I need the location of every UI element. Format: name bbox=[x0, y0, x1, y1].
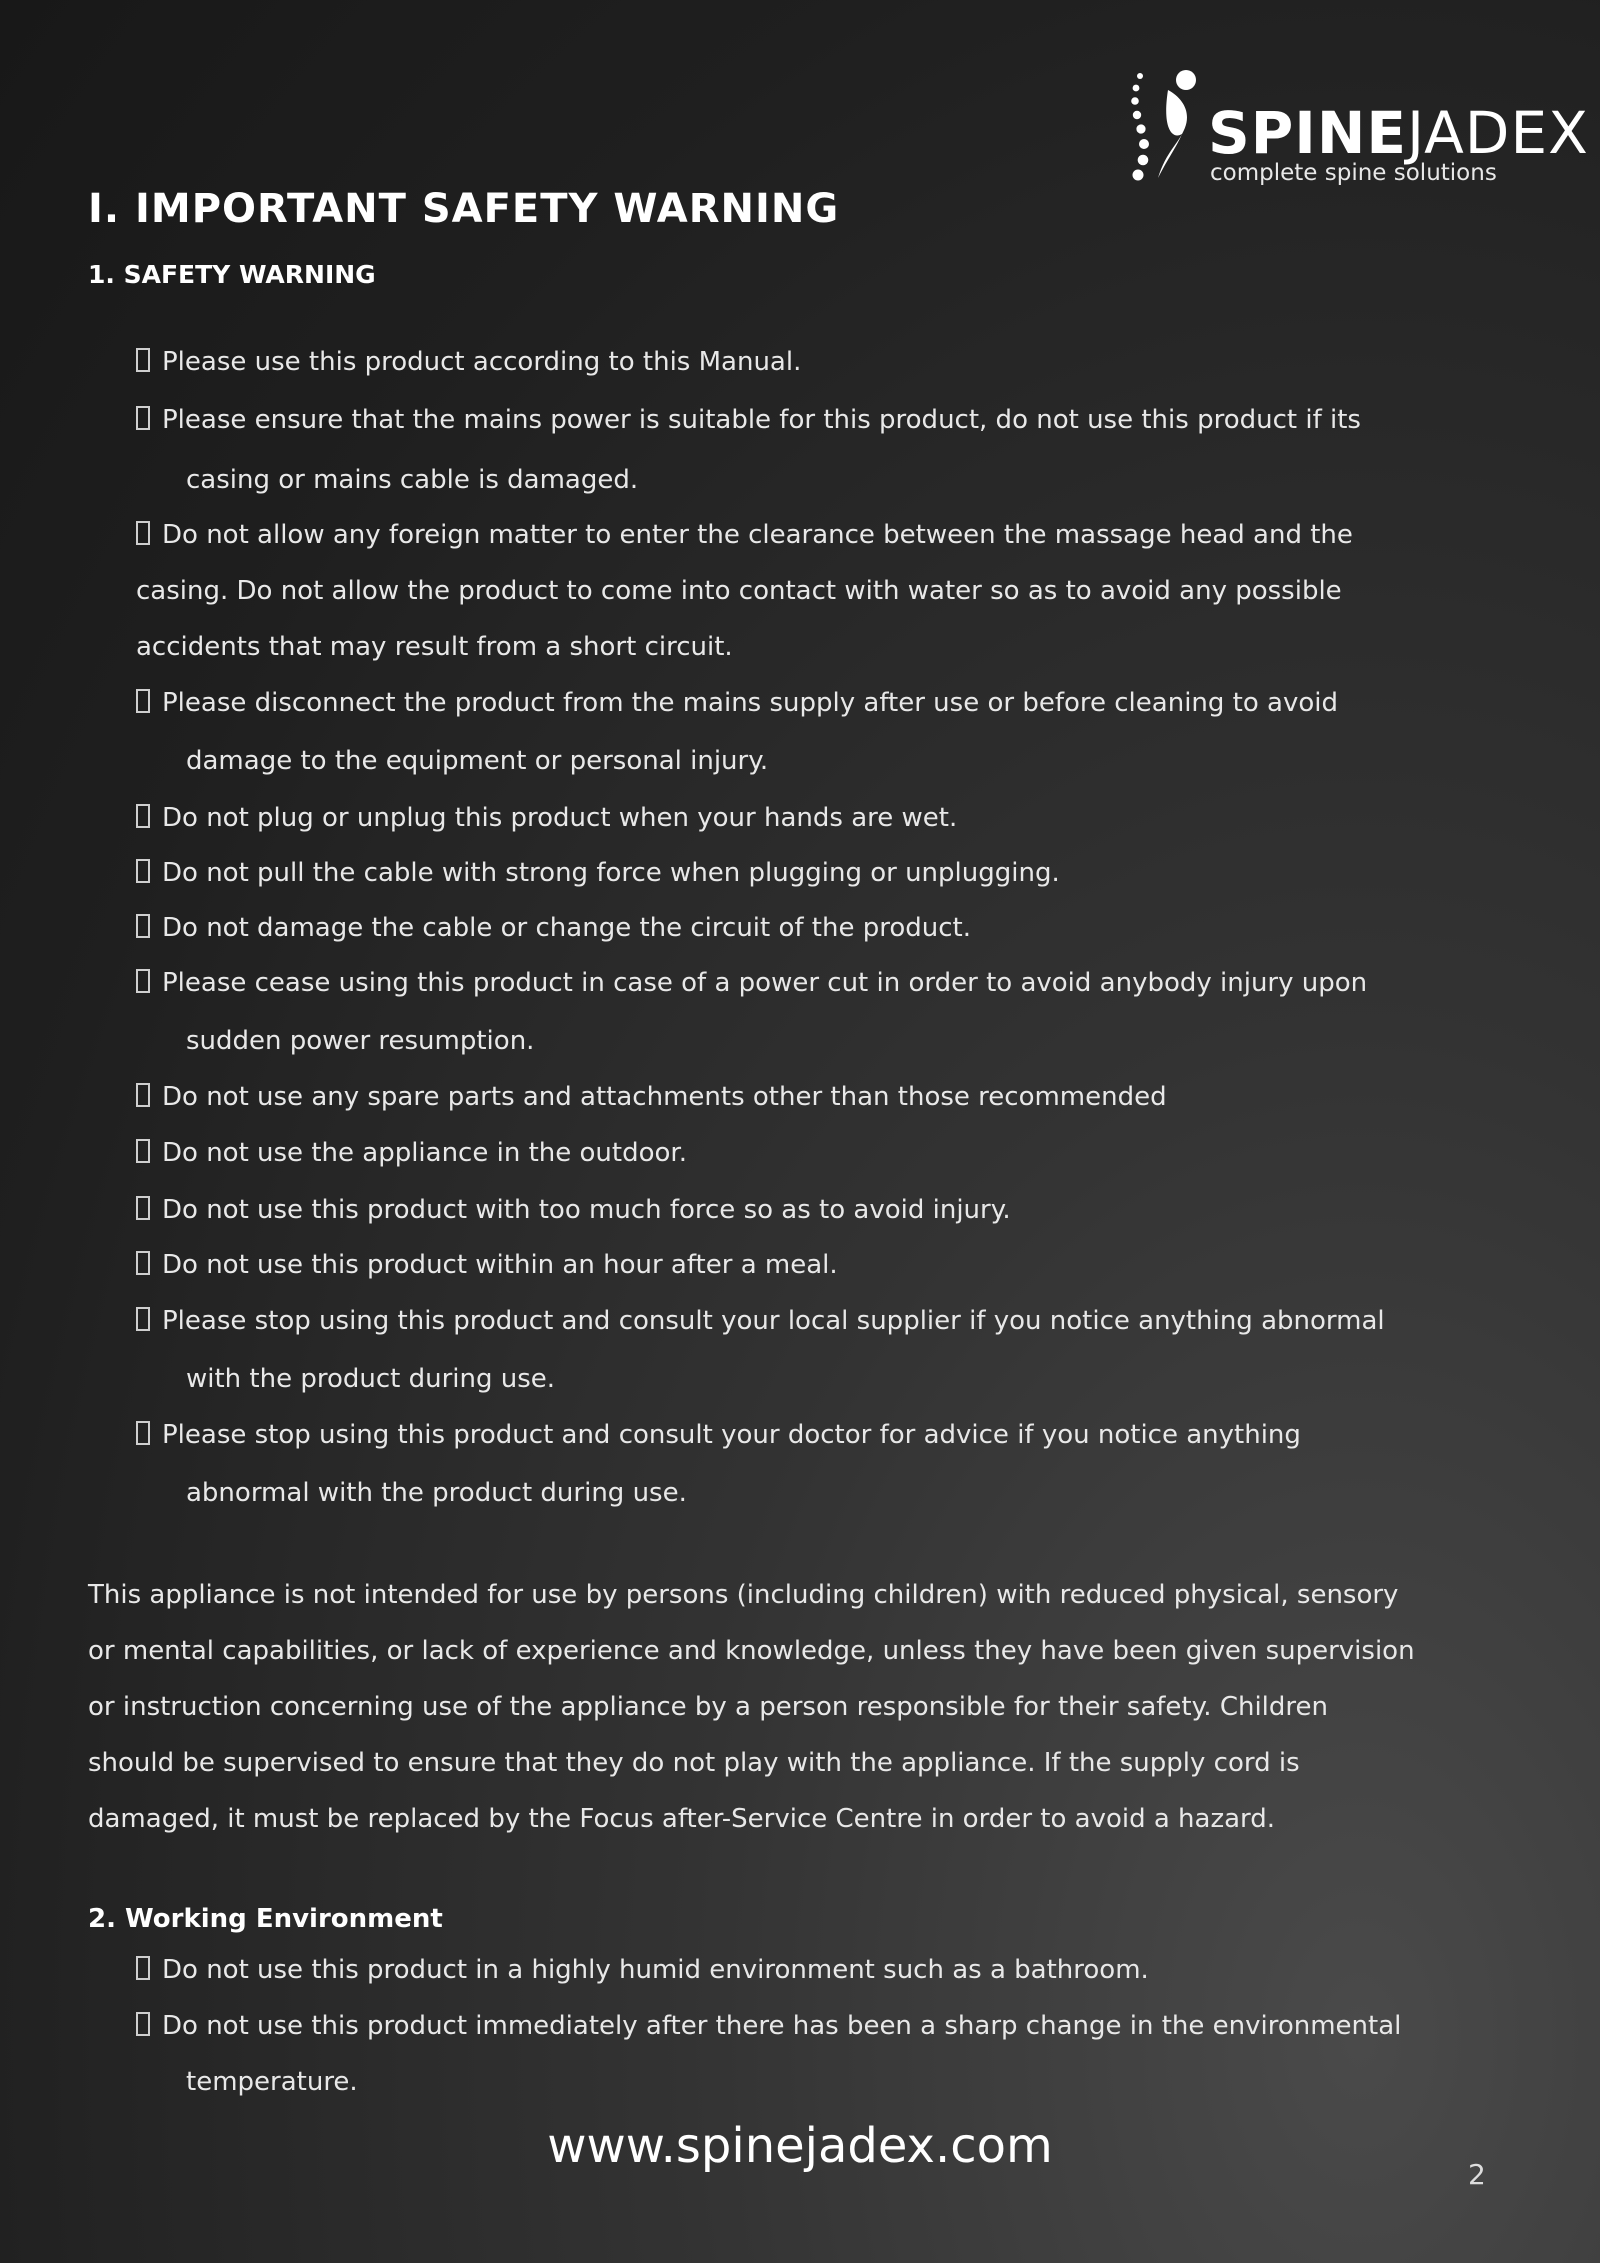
paragraph-line: or mental capabilities, or lack of experience and knowledge, unless they have been given supervision bbox=[88, 1636, 1415, 1666]
safety-warning-item-continuation bbox=[186, 746, 768, 776]
environment-item-text: Do not use this product immediately after there has been a sharp change in the environmental bbox=[162, 2011, 1402, 2041]
safety-warning-item-text: Do not allow any foreign matter to enter the clearance between the massage head and the bbox=[162, 520, 1353, 550]
safety-warning-item bbox=[136, 1250, 838, 1280]
environment-item bbox=[136, 1955, 1149, 1985]
brand-name-light: JADEX bbox=[1407, 99, 1589, 167]
environment-item-text: Do not use this product in a highly humid environment such as a bathroom. bbox=[162, 1955, 1149, 1985]
safety-warning-item bbox=[136, 405, 1361, 435]
safety-warning-item-continuation bbox=[186, 1478, 687, 1508]
safety-warning-item-text: casing. Do not allow the product to come into contact with water so as to avoid any possible bbox=[136, 576, 1342, 606]
bullet-box-icon bbox=[136, 914, 150, 938]
section-heading-environment: 2. Working Environment bbox=[88, 1904, 443, 1934]
safety-warning-item-text: Please disconnect the product from the mains supply after use or before cleaning to avoid bbox=[162, 688, 1338, 718]
safety-warning-item bbox=[136, 1195, 1011, 1225]
bullet-box-icon bbox=[136, 1307, 150, 1331]
safety-warning-item bbox=[136, 347, 801, 377]
safety-warning-item-text: Do not use this product within an hour after a meal. bbox=[162, 1250, 838, 1280]
safety-warning-item-text: damage to the equipment or personal injury. bbox=[186, 746, 769, 776]
safety-warning-item bbox=[136, 688, 1338, 718]
bullet-box-icon bbox=[136, 1251, 150, 1275]
bullet-box-icon bbox=[136, 689, 150, 713]
environment-item-text: temperature. bbox=[186, 2067, 358, 2097]
safety-warning-item-text: Please use this product according to this Manual. bbox=[162, 347, 802, 377]
safety-warning-item-text: Do not pull the cable with strong force when plugging or unplugging. bbox=[162, 858, 1060, 888]
paragraph-line: This appliance is not intended for use by persons (including children) with reduced physical, sensory bbox=[88, 1580, 1399, 1610]
safety-warning-item-text: Please ensure that the mains power is suitable for this product, do not use this product if its bbox=[162, 405, 1361, 435]
bullet-box-icon bbox=[136, 1083, 150, 1107]
brand-logo bbox=[1128, 68, 1589, 188]
safety-warning-item-text: with the product during use. bbox=[186, 1364, 556, 1394]
safety-warning-item bbox=[136, 520, 1353, 550]
safety-warning-item bbox=[136, 803, 957, 833]
website-url: www.spinejadex.com bbox=[547, 2118, 1053, 2174]
brand-name bbox=[1208, 99, 1589, 167]
safety-warning-item-text: Do not use any spare parts and attachments other than those recommended bbox=[162, 1082, 1167, 1112]
bullet-box-icon bbox=[136, 1956, 150, 1980]
bullet-box-icon bbox=[136, 969, 150, 993]
spine-figure-icon bbox=[1128, 68, 1198, 188]
bullet-box-icon bbox=[136, 1196, 150, 1220]
bullet-box-icon bbox=[136, 406, 150, 430]
safety-warning-item bbox=[136, 1138, 687, 1168]
paragraph-line: should be supervised to ensure that they do not play with the appliance. If the supply cord is bbox=[88, 1748, 1300, 1778]
paragraph-line: damaged, it must be replaced by the Focus after-Service Centre in order to avoid a hazard. bbox=[88, 1804, 1276, 1834]
paragraph-line: or instruction concerning use of the appliance by a person responsible for their safety. Children bbox=[88, 1692, 1329, 1722]
safety-warning-item bbox=[136, 913, 971, 943]
safety-warning-item-text: Do not use the appliance in the outdoor. bbox=[162, 1138, 687, 1168]
safety-warning-item-text: casing or mains cable is damaged. bbox=[186, 465, 639, 495]
safety-warning-item bbox=[136, 1082, 1167, 1112]
safety-warning-item bbox=[136, 968, 1367, 998]
safety-warning-item-text: accidents that may result from a short circuit. bbox=[136, 632, 733, 662]
environment-item bbox=[136, 2011, 1401, 2041]
safety-warning-item-continuation bbox=[136, 632, 733, 662]
brand-name-bold: SPINE bbox=[1208, 99, 1408, 167]
safety-warning-item-continuation bbox=[186, 1364, 555, 1394]
safety-warning-item-text: Please stop using this product and consult your doctor for advice if you notice anything bbox=[162, 1420, 1301, 1450]
bullet-box-icon bbox=[136, 859, 150, 883]
bullet-box-icon bbox=[136, 1139, 150, 1163]
safety-warning-item-text: Please stop using this product and consult your local supplier if you notice anything abnormal bbox=[162, 1306, 1385, 1336]
safety-warning-item bbox=[136, 858, 1060, 888]
safety-warning-item-continuation bbox=[186, 1026, 534, 1056]
safety-warning-item-text: abnormal with the product during use. bbox=[186, 1478, 687, 1508]
safety-warning-item-continuation bbox=[186, 465, 638, 495]
section-heading-safety: 1. SAFETY WARNING bbox=[88, 260, 376, 289]
page-number: 2 bbox=[1468, 2158, 1486, 2191]
safety-warning-item-text: Do not damage the cable or change the circuit of the product. bbox=[162, 913, 972, 943]
safety-warning-item-text: sudden power resumption. bbox=[186, 1026, 535, 1056]
safety-warning-item-continuation bbox=[136, 576, 1342, 606]
safety-warning-item-text: Do not plug or unplug this product when your hands are wet. bbox=[162, 803, 958, 833]
page-title: I. IMPORTANT SAFETY WARNING bbox=[88, 186, 840, 232]
bullet-box-icon bbox=[136, 2012, 150, 2036]
environment-item-continuation bbox=[186, 2067, 358, 2097]
safety-warning-item bbox=[136, 1420, 1301, 1450]
safety-warning-item bbox=[136, 1306, 1385, 1336]
bullet-box-icon bbox=[136, 1421, 150, 1445]
brand-tagline: complete spine solutions bbox=[1210, 160, 1497, 186]
safety-warning-item-text: Please cease using this product in case of a power cut in order to avoid anybody injury upon bbox=[162, 968, 1368, 998]
bullet-box-icon bbox=[136, 804, 150, 828]
bullet-box-icon bbox=[136, 348, 150, 372]
bullet-box-icon bbox=[136, 521, 150, 545]
safety-warning-item-text: Do not use this product with too much force so as to avoid injury. bbox=[162, 1195, 1011, 1225]
